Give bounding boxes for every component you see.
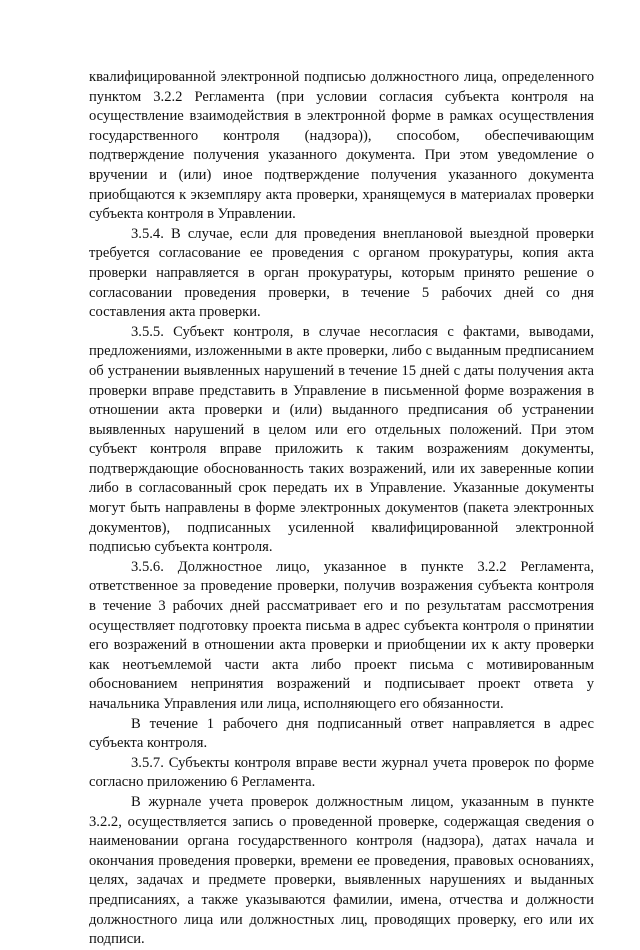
paragraph-3-5-7-journal: В журнале учета проверок должностным лицом, указанным в пункте 3.2.2, осуществляется запись о проведенной проверке, содержащая сведения о наименовании органа государственного контроля (надзора), датах начала и окончания проведения проверки, времени ее проведения, правовых основаниях, целях, задачах и предмете проверки, выявленных нарушениях и выданных предписаниях, а также указываются фамилии, имена, отчества и должности должностного лица или должностных лиц, проводящих проверку, его или их подписи. [89,793,594,948]
paragraph-3-5-6: 3.5.6. Должностное лицо, указанное в пункте 3.2.2 Регламента, ответственное за проведение проверки, получив возражения субъекта контроля в течение 3 рабочих дней рассматривает его и по результатам рассмотрения осуществляет подготовку проекта письма в адрес субъекта контроля о принятии его возражений в отношении акта проверки и приобщении их к акту проверки как неотъемлемой части акта либо проект письма с мотивированным обоснованием непринятия возражений и подписывает проект ответа у начальника Управления или лица, исполняющего его обязанности. [89,558,594,712]
paragraph-3-5-7: 3.5.7. Субъекты контроля вправе вести журнал учета проверок по форме согласно приложению 6 Регламента. [89,754,594,791]
paragraph-3-5-6-reply: В течение 1 рабочего дня подписанный ответ направляется в адрес субъекта контроля. [89,715,594,752]
paragraph-3-5-4: 3.5.4. В случае, если для проведения внеплановой выездной проверки требуется согласование ее проведения с органом прокуратуры, копия акта проверки направляется в орган прокуратуры, которым принято решение о согласовании проведения проверки, в течение 5 рабочих дней со дня составления акта проверки. [89,225,594,321]
paragraph-continuation: квалифицированной электронной подписью должностного лица, определенного пунктом 3.2.2 Регламента (при условии согласия субъекта контроля на осуществление взаимодействия в электронной форме в рамках осуществления государственного контроля (надзора)), способом, обеспечивающим подтверждение получения указанного документа. При этом уведомление о вручении и (или) иное подтверждение получения указанного документа приобщаются к экземпляру акта проверки, хранящемуся в материалах проверки субъекта контроля в Управлении. [89,69,594,223]
paragraph-3-5-5: 3.5.5. Субъект контроля, в случае несогласия с фактами, выводами, предложениями, изложенными в акте проверки, либо с выданным предписанием об устранении выявленных нарушений в течение 15 дней с даты получения акта проверки вправе представить в Управление в письменной форме возражения в отношении акта проверки и (или) выданного предписания об устранении выявленных нарушений в целом или его отдельных положений. При этом субъект контроля вправе приложить к таким возражениям документы, подтверждающие обоснованность таких возражений, или их заверенные копии либо в согласованный срок передать их в Управление. Указанные документы могут быть направлены в форме электронных документов (пакета электронных документов), подписанных усиленной квалифицированной электронной подписью субъекта контроля. [89,323,594,556]
document-page [89,68,594,950]
